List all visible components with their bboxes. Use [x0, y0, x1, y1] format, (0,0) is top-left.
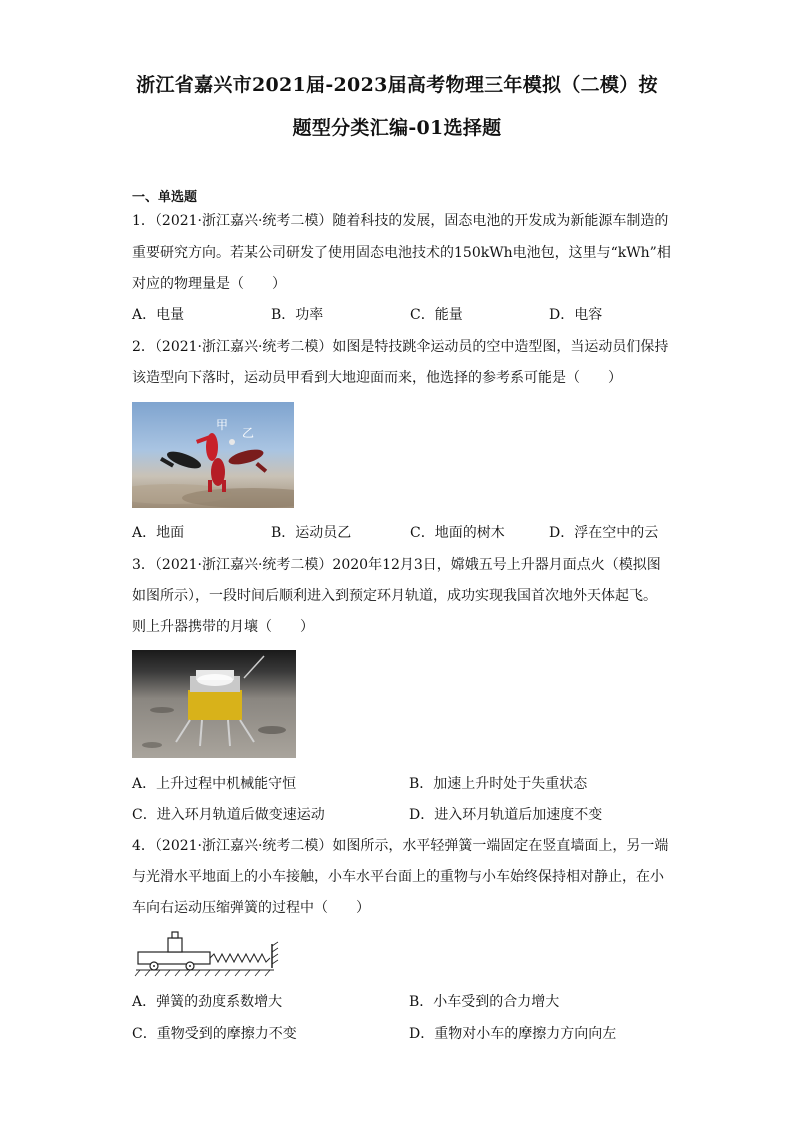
question-3-option-d[interactable]: D．进入环月轨道后加速度不变: [409, 807, 603, 823]
question-2-line-2: 该造型向下落时，运动员甲看到大地迎面而来，他选择的参考系可能是（ ）: [132, 370, 622, 386]
question-4-line-2: 与光滑水平地面上的小车接触，小车水平台面上的重物与小车始终保持相对静止，在小: [132, 869, 664, 885]
question-1-option-b[interactable]: B．功率: [271, 307, 324, 323]
question-2-option-c[interactable]: C．地面的树木: [410, 525, 505, 541]
question-2-option-d[interactable]: D．浮在空中的云: [549, 525, 659, 541]
question-1-line-3: 对应的物理量是（ ）: [132, 276, 286, 292]
question-3-line-3: 则上升器携带的月壤（ ）: [132, 619, 314, 635]
question-4-option-d[interactable]: D．重物对小车的摩擦力方向向左: [409, 1026, 617, 1042]
question-4-option-a[interactable]: A．弹簧的劲度系数增大: [132, 994, 283, 1010]
section-heading: 一、单选题: [132, 190, 198, 205]
question-4-option-b[interactable]: B．小车受到的合力增大: [409, 994, 560, 1010]
skydivers-illustration: [132, 402, 294, 508]
figure-label-yi: 乙: [242, 426, 255, 440]
figure-label-jia: 甲: [216, 418, 229, 432]
title-line-1: 浙江省嘉兴市2021届-2023届高考物理三年模拟（二模）按: [136, 74, 658, 96]
question-2-option-a[interactable]: A．地面: [132, 525, 185, 541]
question-1-line-2: 重要研究方向。若某公司研发了使用固态电池技术的150kWh电池包，这里与“kWh”相: [132, 245, 671, 261]
question-4-line-3: 车向右运动压缩弹簧的过程中（ ）: [132, 900, 370, 916]
question-4-option-c[interactable]: C．重物受到的摩擦力不变: [132, 1026, 297, 1042]
question-2-line-1: 2．（2021·浙江嘉兴·统考二模）如图是特技跳伞运动员的空中造型图，当运动员们保持: [132, 339, 669, 355]
cart-spring-diagram: [132, 926, 292, 978]
question-3-line-1: 3．（2021·浙江嘉兴·统考二模）2020年12月3日，嫦娥五号上升器月面点火（模拟图: [132, 557, 661, 573]
question-4-line-1: 4．（2021·浙江嘉兴·统考二模）如图所示，水平轻弹簧一端固定在竖直墙面上，另一端: [132, 838, 669, 854]
title-line-2: 题型分类汇编-01选择题: [292, 117, 502, 139]
question-1-option-a[interactable]: A．电量: [132, 307, 185, 323]
question-2-option-b[interactable]: B．运动员乙: [271, 525, 352, 541]
skydivers-figure: [132, 402, 294, 508]
question-3-option-c[interactable]: C．进入环月轨道后做变速运动: [132, 807, 325, 823]
cart-spring-figure: [132, 926, 292, 978]
question-1-option-c[interactable]: C．能量: [410, 307, 463, 323]
lander-illustration: [132, 650, 296, 758]
question-1-line-1: 1．（2021·浙江嘉兴·统考二模）随着科技的发展，固态电池的开发成为新能源车制造的: [132, 213, 669, 229]
question-1-option-d[interactable]: D．电容: [549, 307, 603, 323]
question-3-line-2: 如图所示），一段时间后顺利进入到预定环月轨道，成功实现我国首次地外天体起飞。: [132, 588, 657, 604]
question-3-option-b[interactable]: B．加速上升时处于失重状态: [409, 776, 588, 792]
lander-figure: [132, 650, 296, 758]
document-title: [120, 64, 674, 150]
question-3-option-a[interactable]: A．上升过程中机械能守恒: [132, 776, 297, 792]
